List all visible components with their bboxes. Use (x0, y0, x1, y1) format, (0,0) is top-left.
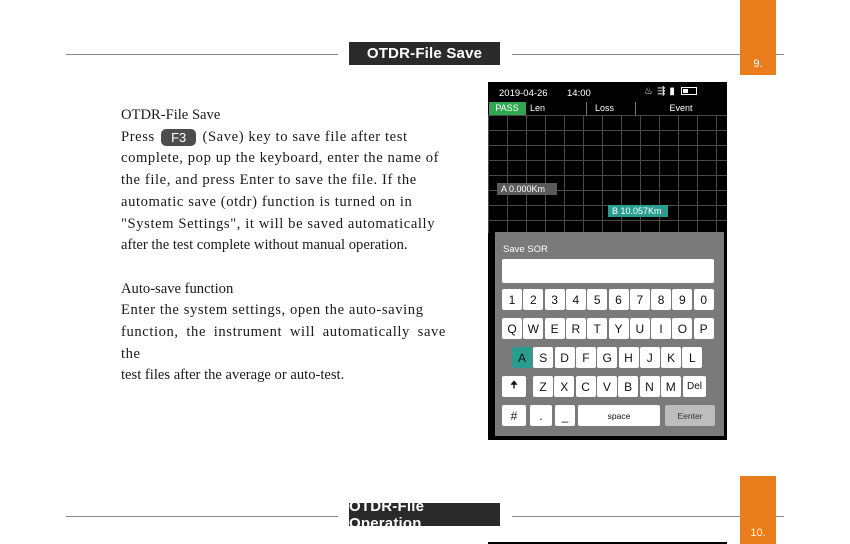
key-i[interactable]: I (651, 318, 671, 339)
key-k[interactable]: K (661, 347, 681, 368)
battery-icon (681, 87, 697, 95)
result-tabs (488, 102, 727, 115)
body-text (121, 105, 446, 387)
status-time: 14:00 (567, 88, 591, 99)
key-y[interactable]: Y (609, 318, 629, 339)
header-rule-left (66, 54, 338, 55)
key-f[interactable]: F (576, 347, 596, 368)
paragraph-gap (121, 257, 446, 279)
heading-auto-save: Auto-save function (121, 280, 234, 297)
space-key[interactable]: space (578, 405, 660, 426)
cursor-marker-b[interactable]: B 10.057Km (608, 205, 668, 217)
key-x[interactable]: X (554, 376, 574, 397)
key-l[interactable]: L (682, 347, 702, 368)
tab-event[interactable]: Event (669, 103, 693, 113)
tab-len[interactable]: Len (527, 102, 587, 115)
para2-line2: function, the instrument will automatically save the (121, 324, 446, 362)
key-j[interactable]: J (640, 347, 660, 368)
key-o[interactable]: O (672, 318, 692, 339)
heading-file-save: OTDR-File Save (121, 107, 221, 123)
trace-grid (488, 115, 727, 233)
sd-card-icon: ▮ (669, 86, 679, 97)
key-c[interactable]: C (576, 376, 596, 397)
key-d[interactable]: D (555, 347, 575, 368)
otdr-device-screen (488, 82, 727, 440)
key-n[interactable]: N (640, 376, 660, 397)
key-1[interactable]: 1 (502, 289, 522, 310)
section-title-file-operation: OTDR-File Operation (349, 503, 500, 526)
para2-line1: Enter the system settings, open the auto-saving (121, 302, 424, 319)
status-bar (488, 82, 727, 102)
key-7[interactable]: 7 (630, 289, 650, 310)
tab-loss[interactable]: Loss (588, 102, 636, 115)
footer-rule-left (66, 516, 338, 517)
key-t[interactable]: T (587, 318, 607, 339)
key-e[interactable]: E (545, 318, 565, 339)
key-hash[interactable]: # (502, 405, 526, 426)
key-5[interactable]: 5 (587, 289, 607, 310)
key-s[interactable]: S (533, 347, 553, 368)
para1-line2: complete, pop up the keyboard, enter the name of (121, 150, 440, 167)
filename-input[interactable] (502, 259, 714, 283)
key-g[interactable]: G (597, 347, 617, 368)
para1-line3: the file, and press Enter to save the file. If the (121, 172, 417, 189)
cursor-marker-a[interactable]: A 0.000Km (497, 183, 557, 195)
status-date: 2019-04-26 (499, 88, 548, 99)
save-sor-dialog (495, 232, 724, 436)
key-3[interactable]: 3 (545, 289, 565, 310)
key-8[interactable]: 8 (651, 289, 671, 310)
key-a[interactable]: A (512, 347, 532, 368)
tab-pass[interactable]: PASS (489, 102, 526, 115)
key-v[interactable]: V (597, 376, 617, 397)
f3-key-badge: F3 (161, 129, 196, 146)
para1-line6: after the test complete without manual operation. (121, 237, 408, 254)
section-title-file-save: OTDR-File Save (349, 42, 500, 65)
key-dot[interactable]: . (530, 405, 552, 426)
key-r[interactable]: R (566, 318, 586, 339)
key-h[interactable]: H (619, 347, 639, 368)
key-6[interactable]: 6 (609, 289, 629, 310)
key-z[interactable]: Z (533, 376, 553, 397)
key-2[interactable]: 2 (523, 289, 543, 310)
key-w[interactable]: W (523, 318, 543, 339)
key-0[interactable]: 0 (694, 289, 714, 310)
key-u[interactable]: U (630, 318, 650, 339)
key-b[interactable]: B (618, 376, 638, 397)
dialog-title: Save SOR (503, 244, 548, 255)
key-p[interactable]: P (694, 318, 714, 339)
key-underscore[interactable]: _ (555, 405, 575, 426)
para2-line3: test files after the average or auto-test. (121, 367, 345, 384)
usb-icon: ⇶ (656, 86, 670, 97)
enter-key[interactable]: Eenter (665, 405, 715, 426)
para1-line4: automatic save (otdr) function is turned on in (121, 193, 413, 210)
page-number-tab: 9. (740, 0, 776, 75)
para1-line5: "System Settings", it will be saved automatically (121, 215, 436, 232)
page-number-tab-next: 10. (740, 476, 776, 544)
light-icon: ♨ (644, 86, 657, 97)
delete-key[interactable]: Del (683, 376, 706, 397)
key-m[interactable]: M (661, 376, 681, 397)
key-9[interactable]: 9 (672, 289, 692, 310)
status-icons (644, 86, 697, 97)
key-q[interactable]: Q (502, 318, 522, 339)
para1-line1: Press F3 (Save) key to save file after test (121, 128, 408, 145)
shift-key-icon[interactable]: 🠉 (502, 376, 526, 397)
key-4[interactable]: 4 (566, 289, 586, 310)
